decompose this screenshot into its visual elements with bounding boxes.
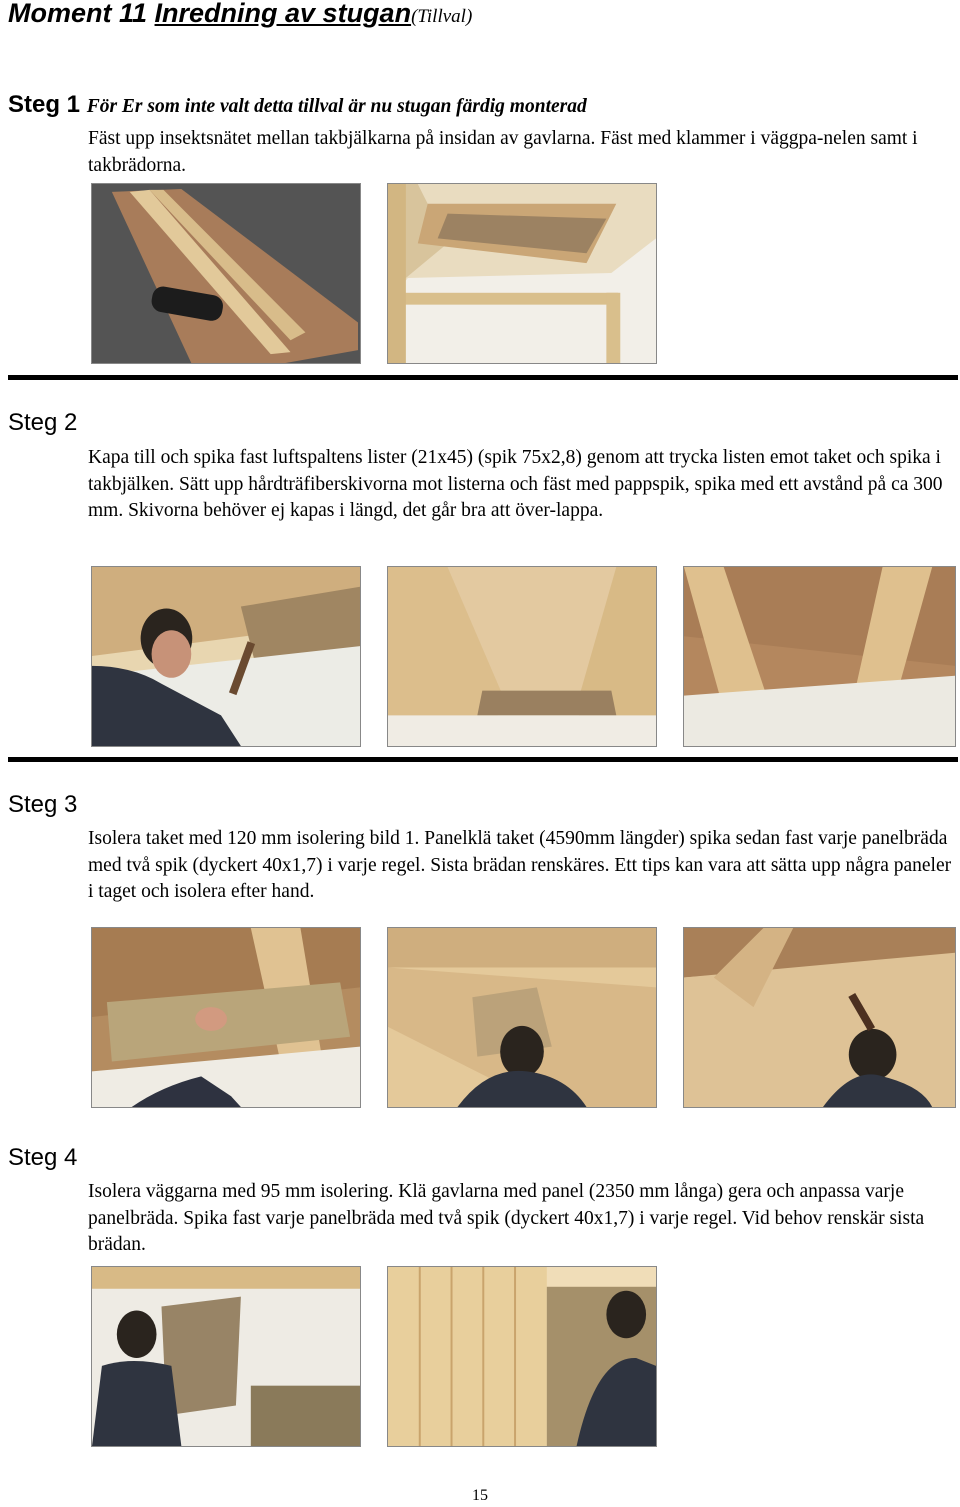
step-1-heading: Steg 1 För Er som inte valt detta tillval är nu stugan färdig monterad [8, 91, 587, 118]
step-3-photo-paneling [683, 927, 956, 1108]
title-optional: (Tillval) [411, 6, 473, 27]
step-4-heading: Steg 4 [8, 1144, 78, 1171]
step-2-photo-ceiling [683, 566, 956, 747]
page-title [8, 0, 472, 34]
step-2-photo-hammering [91, 566, 361, 747]
step-3-heading: Steg 3 [8, 791, 78, 818]
step-4-photo-wall-insulation [91, 1266, 361, 1447]
section-divider [8, 375, 958, 380]
step-3-text: Isolera taket med 120 mm isolering bild 1. Panelklä taket (4590mm längder) spika sedan fast varje panelbräda med två spik (dyckert 40x1,7) i varje regel. Sista brädan renskäres. Ett tips kan vara att sätta upp några paneler i taget och isolera efter hand. [88, 828, 952, 902]
step-3-photo-insulation-2 [387, 927, 657, 1108]
page-number: 15 [472, 1487, 488, 1504]
step-4-text: Isolera väggarna med 95 mm isolering. Klä gavlarna med panel (2350 mm långa) gera och anpassa varje panelbräda. Spika fast varje panelbräda med två spik (dyckert 40x1,7) i varje regel. Vid behov renskär sista brädan. [88, 1181, 925, 1255]
step-2-heading: Steg 2 [8, 409, 78, 436]
title-main: Inredning av stugan [154, 0, 412, 28]
step-2-photo-fiberboard [387, 566, 657, 747]
step-1-photo-gable [387, 183, 657, 364]
step-2-text: Kapa till och spika fast luftspaltens lister (21x45) (spik 75x2,8) genom att trycka listen emot taket och spika i takbjälken. Sätt upp hårdträfiberskivorna mot listerna och fäst med pappspik, spika med ett avstånd på ca 300 mm. Skivorna behöver ej kapas i längd, det går bra att över-lappa. [88, 447, 943, 521]
step-1-photo-materials [91, 183, 361, 364]
section-divider [8, 757, 958, 762]
step-1-note: För Er som inte valt detta tillval är nu stugan färdig monterad [86, 96, 587, 117]
title-prefix: Moment 11 [8, 0, 155, 28]
step-1-text: Fäst upp insektsnätet mellan takbjälkarna på insidan av gavlarna. Fäst med klammer i väggpa-nelen samt i takbrädorna. [88, 128, 918, 176]
step-3-photo-insulation [91, 927, 361, 1108]
step-4-photo-wall-paneling [387, 1266, 657, 1447]
